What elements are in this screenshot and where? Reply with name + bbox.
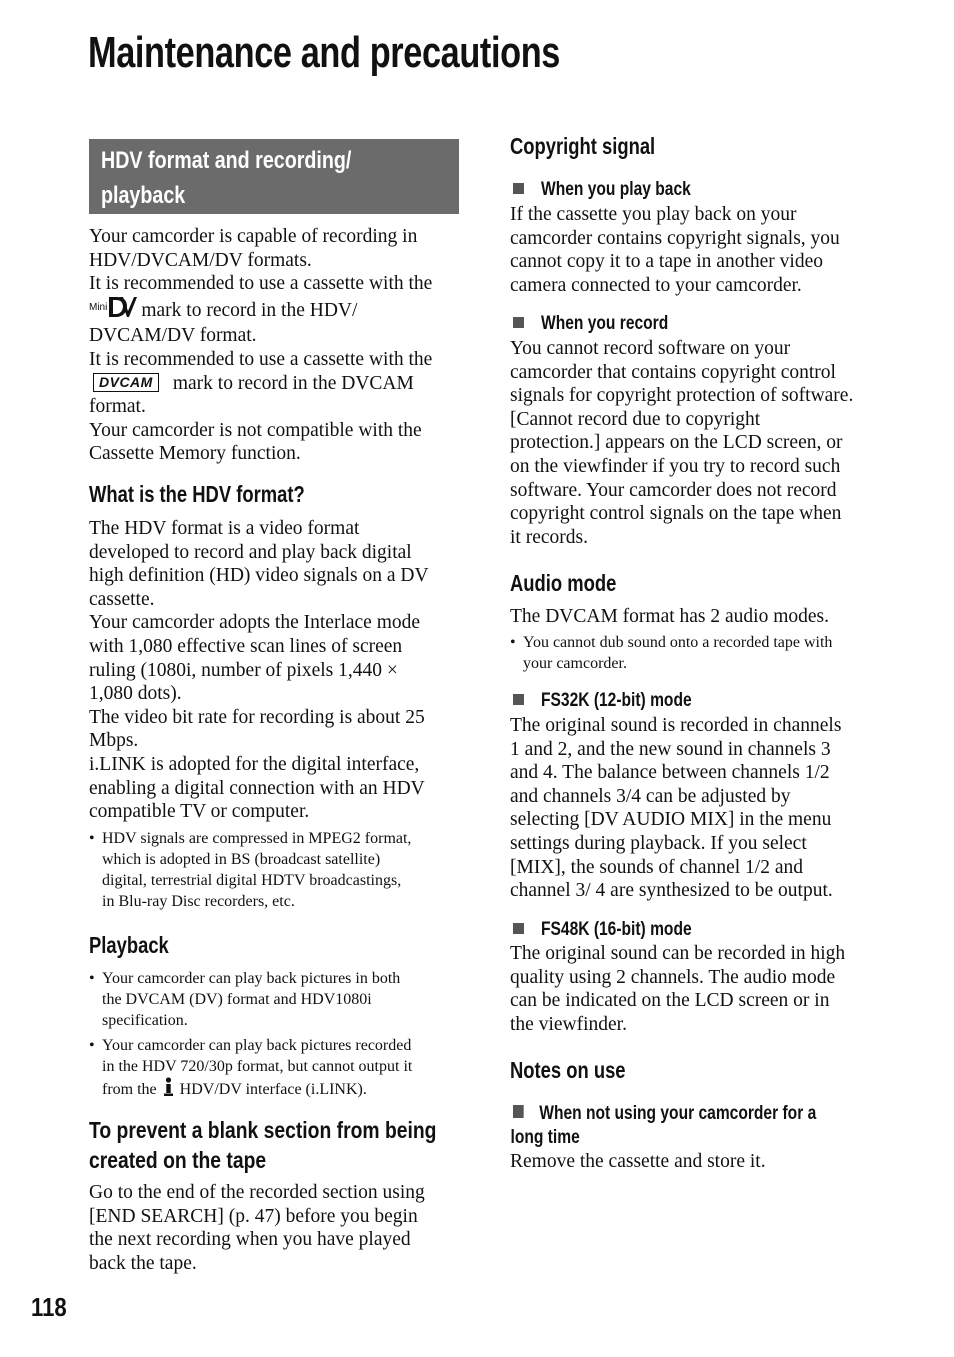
text-line: [MIX], the sounds of channel 1/2 and xyxy=(510,856,803,878)
intro-line: Your camcorder is not compatible with the xyxy=(89,419,422,441)
subheading-play-back xyxy=(513,178,724,202)
text-line: • HDV signals are compressed in MPEG2 format, xyxy=(102,830,412,847)
fs32k-paragraph xyxy=(510,714,841,903)
bullet-playback-720p xyxy=(89,1035,412,1103)
text-line: camcorder contains copyright signals, you xyxy=(510,227,840,249)
section-banner-line2: playback xyxy=(101,182,186,209)
intro-paragraph xyxy=(89,225,432,466)
text-line: with 1,080 effective scan lines of screen xyxy=(89,635,403,657)
page-number: 118 xyxy=(31,1292,67,1322)
text-line: settings during playback. If you select xyxy=(510,832,807,854)
text-line: on the viewfinder if you try to record such xyxy=(510,455,841,477)
intro-line: format. xyxy=(89,396,146,418)
subheading-record xyxy=(513,312,696,336)
text-line: software. Your camcorder does not record xyxy=(510,479,837,501)
text-line xyxy=(102,1077,412,1103)
square-bullet-icon xyxy=(513,317,524,328)
text-line: developed to record and play back digital xyxy=(89,541,412,563)
text-line: and 4. The balance between channels 1/2 xyxy=(510,762,830,784)
text-line: [END SEARCH] (p. 47) before you begin xyxy=(89,1205,418,1227)
text-line: digital, terrestrial digital HDTV broadcastings, xyxy=(102,872,402,889)
text-line: in the HDV 720/30p format, but cannot output it xyxy=(102,1058,413,1075)
text-line: Go to the end of the recorded section using xyxy=(89,1182,425,1203)
text-line: the viewfinder. xyxy=(510,1013,627,1035)
text-line: The video bit rate for recording is about 25 xyxy=(89,706,425,728)
fs48k-paragraph xyxy=(510,942,845,1036)
text-line: the next recording when you have played xyxy=(89,1229,411,1251)
subheading-text: When you play back xyxy=(541,179,691,200)
mini-label: Mini xyxy=(89,301,108,313)
text-line: it records. xyxy=(510,526,588,548)
text-line: The original sound is recorded in channels xyxy=(510,715,842,736)
text-line: quality using 2 channels. The audio mode xyxy=(510,966,836,988)
text-line: can be indicated on the LCD screen or in xyxy=(510,990,830,1012)
text-line: [Cannot record due to copyright xyxy=(510,408,761,430)
subheading-text: FS32K (12-bit) mode xyxy=(541,690,692,711)
minidv-logo-icon xyxy=(89,296,137,325)
intro-line: It is recommended to use a cassette with the xyxy=(89,273,433,295)
square-bullet-icon xyxy=(513,923,524,934)
section-banner xyxy=(89,139,459,214)
subheading-fs32k xyxy=(513,689,725,713)
square-bullet-icon xyxy=(513,1105,524,1118)
square-bullet-icon xyxy=(513,183,524,194)
text-line: specification. xyxy=(102,1012,188,1029)
text-line: ruling (1080i, number of pixels 1,440 × xyxy=(89,659,398,681)
text-line: camcorder that contains copyright control xyxy=(510,361,836,383)
intro-line: Your camcorder is capable of recording in xyxy=(89,226,418,247)
blank-paragraph xyxy=(89,1181,425,1275)
section-banner-line1: HDV format and recording/ xyxy=(101,147,352,174)
text-line: • Your camcorder can play back pictures recorded xyxy=(102,1037,412,1054)
text-line: The HDV format is a video format xyxy=(89,518,360,539)
intro-line-text: mark to record in the HDV/ xyxy=(141,299,358,321)
record-paragraph xyxy=(510,337,853,549)
text-line: cassette. xyxy=(89,588,155,610)
text-line: your camcorder. xyxy=(523,655,627,672)
text-line: The original sound can be recorded in high xyxy=(510,943,846,964)
heading-playback: Playback xyxy=(89,932,169,958)
bullet-playback-dvcam xyxy=(89,968,400,1031)
text-line: compatible TV or computer. xyxy=(89,801,310,823)
subheading-text: long time xyxy=(510,1127,580,1148)
text-line: • Your camcorder can play back pictures in both xyxy=(102,970,401,987)
square-bullet-icon xyxy=(513,694,524,705)
text-line: which is adopted in BS (broadcast satellite) xyxy=(102,851,381,868)
text-line: back the tape. xyxy=(89,1252,197,1274)
play-back-paragraph xyxy=(510,203,840,297)
text-line: 1 and 2, and the new sound in channels 3 xyxy=(510,738,831,760)
subheading-fs48k xyxy=(513,918,725,942)
notes-text: Remove the cassette and store it. xyxy=(510,1151,766,1172)
text-fragment: HDV/DV interface (i.LINK). xyxy=(179,1081,367,1098)
intro-line-minidv xyxy=(89,296,432,325)
subheading-text: When not using your camcorder for a xyxy=(539,1103,817,1124)
heading-hdv-format: What is the HDV format? xyxy=(89,481,305,507)
text-line: If the cassette you play back on your xyxy=(510,204,797,225)
subheading-text: When you record xyxy=(541,313,669,334)
subheading-not-using xyxy=(510,1102,874,1150)
intro-line: Cassette Memory function. xyxy=(89,443,301,465)
text-line: You cannot record software on your xyxy=(510,338,791,359)
text-line: protection.] appears on the LCD screen, or xyxy=(510,432,843,454)
text-line: copyright control signals on the tape when xyxy=(510,503,842,525)
dvcam-logo-icon: DVCAM xyxy=(93,373,159,392)
heading-audio-mode: Audio mode xyxy=(510,570,617,596)
intro-line-text: mark to record in the DVCAM xyxy=(172,372,414,394)
text-line: and channels 3/4 can be adjusted by xyxy=(510,785,791,807)
text-line: • You cannot dub sound onto a recorded tape with xyxy=(523,634,833,651)
heading-notes-on-use: Notes on use xyxy=(510,1057,626,1083)
ilink-icon xyxy=(163,1077,174,1103)
text-line: in Blu-ray Disc recorders, etc. xyxy=(102,893,295,910)
heading-copyright-signal: Copyright signal xyxy=(510,133,656,159)
text-line: selecting [DV AUDIO MIX] in the menu xyxy=(510,809,832,831)
intro-line-dvcam xyxy=(89,372,432,396)
intro-line: DVCAM/DV format. xyxy=(89,325,257,347)
subheading-text: FS48K (16-bit) mode xyxy=(541,919,692,940)
text-line: camera connected to your camcorder. xyxy=(510,274,802,296)
text-line: Your camcorder adopts the Interlace mode xyxy=(89,612,421,634)
text-line: enabling a digital connection with an HDV xyxy=(89,777,425,799)
intro-line: HDV/DVCAM/DV formats. xyxy=(89,249,312,271)
bullet-audio-dub xyxy=(510,632,832,674)
text-fragment: from the xyxy=(102,1081,157,1098)
bullet-hdv-mpeg2 xyxy=(89,828,411,912)
text-line: high definition (HD) video signals on a DV xyxy=(89,565,429,587)
hdv-paragraph xyxy=(89,517,429,824)
intro-line: It is recommended to use a cassette with the xyxy=(89,348,433,370)
text-line: the DVCAM (DV) format and HDV1080i xyxy=(102,991,372,1008)
text-line: channel 3/ 4 are synthesized to be output. xyxy=(510,880,833,902)
heading-prevent-blank: To prevent a blank section from being created on the tape xyxy=(89,1117,437,1173)
text-line: Mbps. xyxy=(89,730,139,752)
audio-text: The DVCAM format has 2 audio modes. xyxy=(510,606,829,627)
text-line: cannot copy it to a tape in another video xyxy=(510,251,823,273)
page-title: Maintenance and precautions xyxy=(88,28,560,77)
text-line: signals for copyright protection of software. xyxy=(510,385,854,407)
text-line: 1,080 dots). xyxy=(89,683,182,705)
text-line: i.LINK is adopted for the digital interface, xyxy=(89,753,420,775)
